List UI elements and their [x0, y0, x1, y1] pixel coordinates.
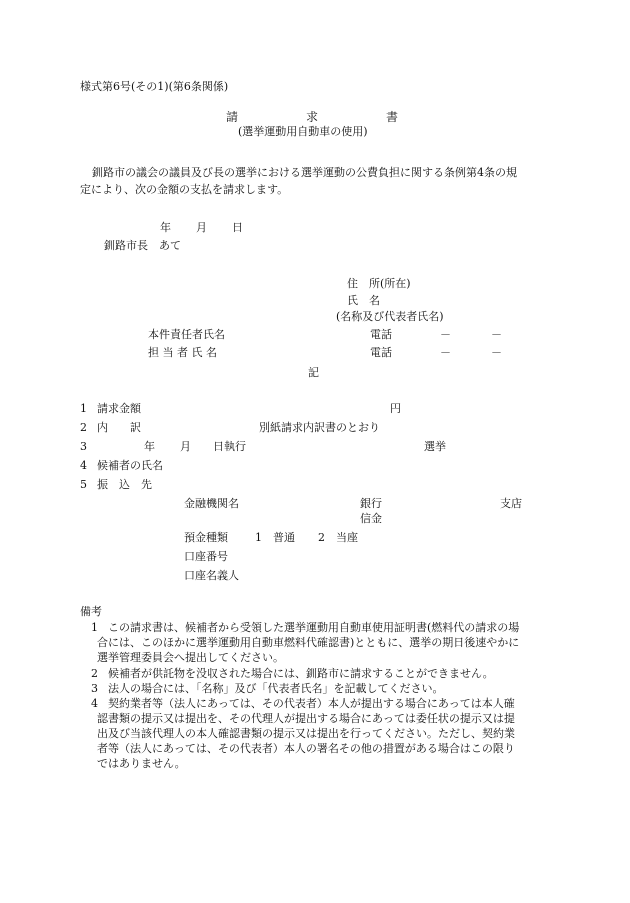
item-4-number: 4	[80, 459, 87, 472]
note-2-number: 2	[91, 667, 98, 680]
item-5-number: 5	[80, 478, 87, 491]
note-4-number: 4	[91, 697, 98, 710]
note-4-line-3: 出及び当該代理人の本人確認書類の提示又は提出を行ってください。ただし、契約業	[97, 727, 515, 740]
form-number: 様式第6号(その1)(第6条関係)	[80, 80, 229, 93]
transfer-label: 振 込 先	[97, 478, 152, 491]
item-2-number: 2	[80, 421, 87, 434]
candidate-label: 候補者の氏名	[97, 459, 163, 472]
item-1-number: 1	[80, 402, 87, 415]
deposit-option-checking: 2 当座	[318, 531, 358, 544]
item-3-number: 3	[80, 440, 87, 453]
intro-line-1: 釧路市の議会の議員及び長の選挙における選挙運動の公費負担に関する条例第4条の規	[92, 166, 517, 179]
note-2-line-1: 候補者が供託物を没収された場合には、釧路市に請求することができません。	[108, 667, 494, 680]
date-year: 年	[160, 221, 171, 234]
staff-phone-dash-1: －	[440, 346, 451, 359]
note-1-number: 1	[91, 621, 98, 634]
note-1-line-1: この請求書は、候補者から受領した選挙運動用自動車使用証明書(燃料代の請求の場	[108, 621, 520, 634]
note-4-line-1: 契約業者等（法人にあっては、その代表者）本人が提出する場合にあっては本人確	[108, 697, 515, 710]
shinkin-suffix: 信金	[360, 512, 382, 525]
responsible-phone-dash-1: －	[440, 328, 451, 341]
note-4-line-4: 者等（法人にあっては、その代表者）本人の署名その他の措置がある場合はこの限り	[97, 742, 515, 755]
intro-line-2: 定により、次の金額の支払を請求します。	[80, 183, 289, 196]
title-char-3: 書	[386, 110, 399, 124]
staff-phone-label: 電話	[370, 346, 392, 359]
name-label: 氏 名	[347, 294, 380, 307]
breakdown-label: 内 訳	[97, 421, 141, 434]
ki-heading: 記	[308, 366, 319, 379]
breakdown-value: 別紙請求内訳書のとおり	[259, 421, 380, 434]
election-day-exec: 日執行	[213, 440, 246, 453]
account-number-label: 口座番号	[184, 550, 228, 563]
note-3-line-1: 法人の場合には、「名称」及び「代表者氏名」を記載してください。	[108, 682, 444, 695]
bank-label: 金融機関名	[184, 497, 239, 510]
note-1-line-2: 合には、このほかに選挙運動用自動車燃料代確認書)とともに、選挙の期日後速やかに	[97, 636, 520, 649]
responsible-phone-label: 電話	[370, 328, 392, 341]
addressee: 釧路市長 あて	[104, 239, 181, 252]
note-4-line-2: 認書類の提示又は提出を、その代理人が提出する場合にあっては委任状の提示又は提	[97, 712, 515, 725]
notes-heading: 備考	[80, 605, 102, 618]
account-holder-label: 口座名義人	[184, 569, 239, 582]
amount-label: 請求金額	[97, 402, 141, 415]
bank-suffix: 銀行	[360, 497, 382, 510]
title-char-2: 求	[306, 110, 319, 124]
title-subtitle: (選挙運動用自動車の使用)	[238, 125, 368, 138]
date-month: 月	[196, 221, 207, 234]
amount-unit: 円	[390, 402, 401, 415]
branch-suffix: 支店	[500, 497, 522, 510]
election-month: 月	[180, 440, 191, 453]
deposit-type-label: 預金種類	[184, 531, 228, 544]
title-char-1: 請	[226, 110, 239, 124]
responsible-phone-dash-2: －	[491, 328, 502, 341]
date-day: 日	[232, 221, 243, 234]
note-3-number: 3	[91, 682, 98, 695]
address-label: 住 所(所在)	[347, 277, 411, 290]
note-4-line-5: ではありません。	[97, 757, 186, 770]
staff-person-label: 担 当 者 氏 名	[148, 346, 217, 359]
responsible-person-label: 本件責任者氏名	[148, 328, 225, 341]
deposit-option-ordinary: 1 普通	[255, 531, 295, 544]
name-note: (名称及び代表者氏名)	[336, 310, 444, 323]
election-suffix: 選挙	[424, 440, 446, 453]
election-year: 年	[144, 440, 155, 453]
staff-phone-dash-2: －	[491, 346, 502, 359]
note-1-line-3: 選挙管理委員会へ提出してください。	[97, 651, 284, 664]
